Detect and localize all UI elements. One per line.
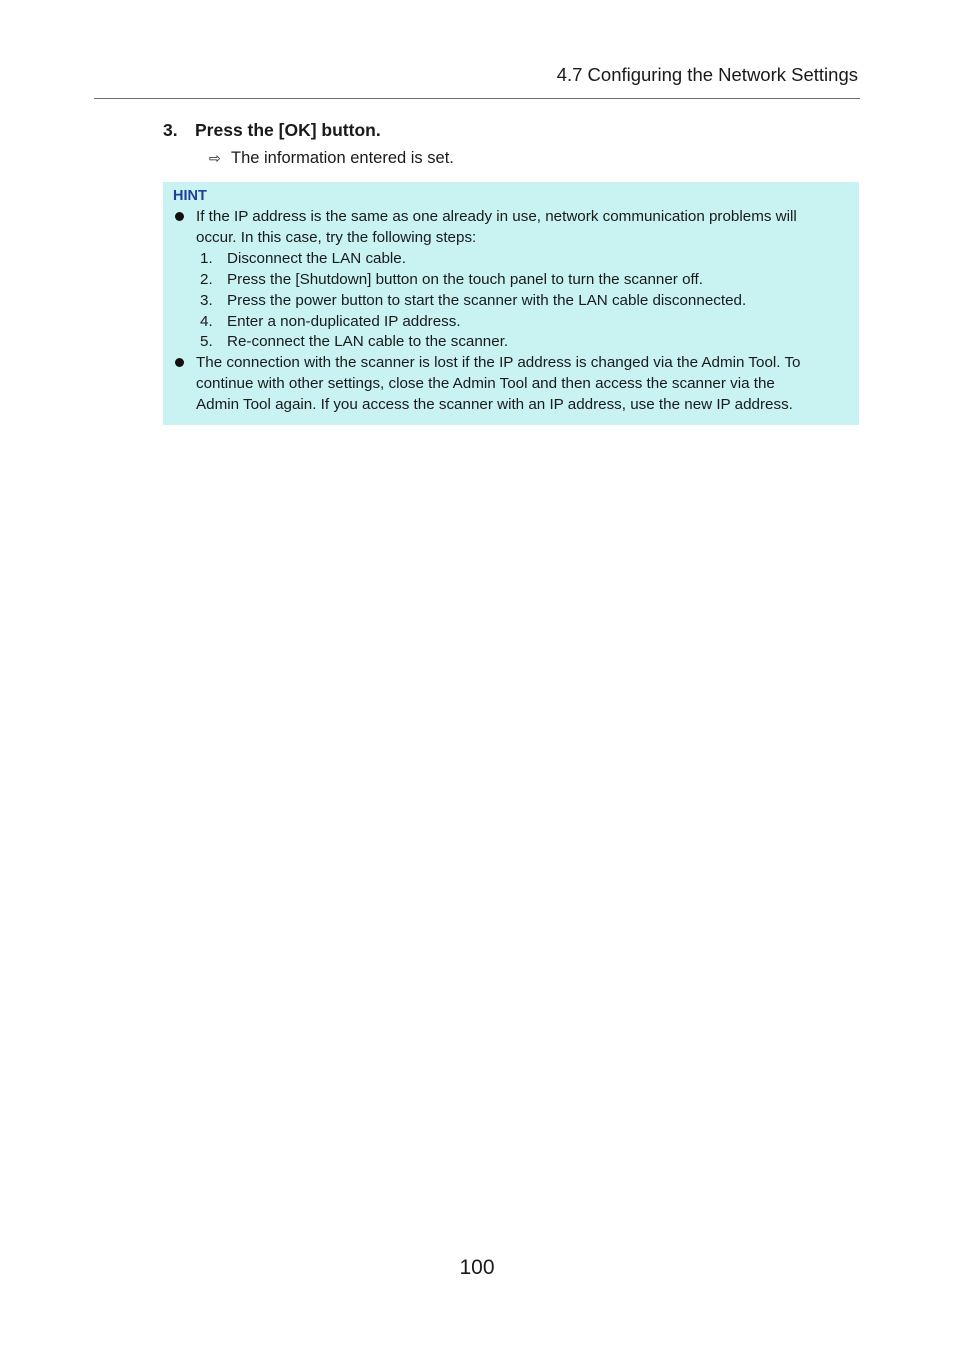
page-number: 100 bbox=[459, 1256, 495, 1279]
hint-step-5: 5. Re-connect the LAN cable to the scanner. bbox=[200, 333, 509, 350]
step-number: 3. bbox=[163, 120, 178, 140]
hint-label: HINT bbox=[173, 188, 207, 204]
hint-step-1: 1. Disconnect the LAN cable. bbox=[200, 250, 406, 267]
hint-step-3: 3. Press the power button to start the scanner with the LAN cable disconnected. bbox=[200, 292, 747, 309]
bullet-dot-icon bbox=[175, 358, 184, 367]
hint-bullet-1-text: If the IP address is the same as one already in use, network communication problems will occur. In this case, try the following steps: bbox=[196, 208, 797, 246]
hint-bullet-2-text: The connection with the scanner is lost if the IP address is changed via the Admin Tool. To continue with other settings, close the Admin Tool and then access the scanner via the Admin Tool again. If you access the scanner with an IP address, use the new IP address. bbox=[196, 354, 801, 413]
bullet-dot-icon bbox=[175, 212, 184, 221]
step-text: Press the [OK] button. bbox=[195, 120, 381, 140]
hollow-right-arrow-icon: ⇨ bbox=[209, 150, 221, 166]
hint-box bbox=[163, 182, 859, 425]
section-header-title: 4.7 Configuring the Network Settings bbox=[556, 64, 858, 85]
step-result bbox=[209, 149, 454, 168]
header-divider bbox=[94, 98, 860, 99]
step-result-text: The information entered is set. bbox=[231, 149, 454, 167]
step-heading bbox=[163, 120, 381, 141]
hint-step-2: 2. Press the [Shutdown] button on the touch panel to turn the scanner off. bbox=[200, 271, 703, 288]
hint-step-4: 4. Enter a non-duplicated IP address. bbox=[200, 313, 461, 330]
